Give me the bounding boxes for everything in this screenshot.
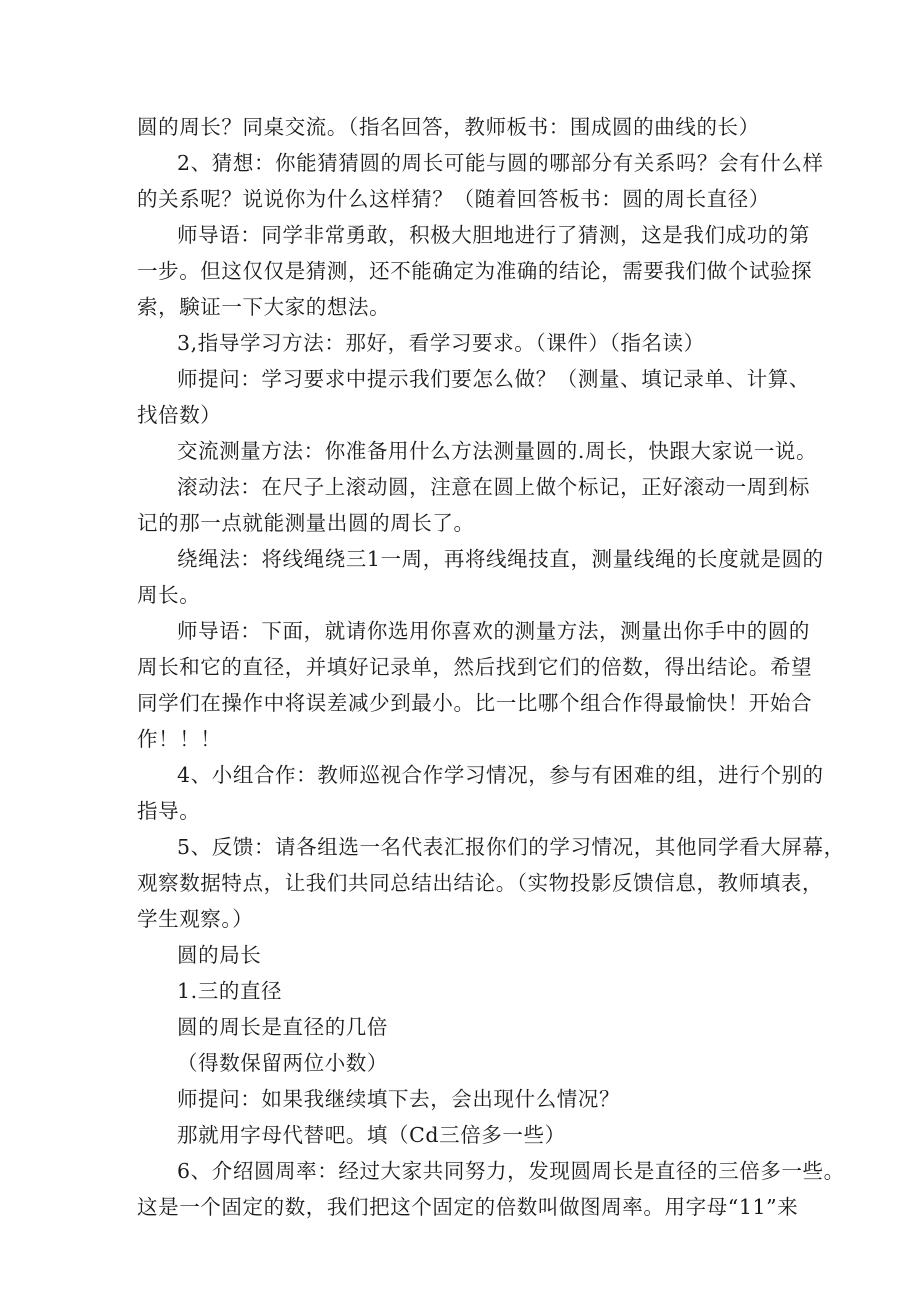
- text-line: 师提问：学习要求中提示我们要怎么做？（测量、填记录单、计算、: [177, 367, 810, 391]
- text-line: 6、介绍圆周率：经过大家共同努力，发现圆周长是直径的三倍多一些。: [177, 1159, 845, 1183]
- text-line: 索，験证一下大家的想法。: [137, 295, 391, 319]
- text-line: 学生观察。）: [137, 907, 254, 931]
- text-line: 1.三的直径: [177, 979, 283, 1003]
- text-line: 3,指导学习方法：那好，看学习要求。（课件）（指名读）: [177, 331, 705, 355]
- text-line: 师导语：下面，就请你选用你喜欢的测量方法，测量出你手中的圆的: [177, 619, 810, 643]
- text-line: 4、小组合作：教师巡视合作学习情况，参与有困难的组，进行个别的: [177, 763, 824, 787]
- text-line: 一步。但这仅仅是猜测，还不能确定为准确的结论，需要我们做个试验探: [137, 259, 813, 283]
- text-line: 观察数据特点，让我们共同总结出结论。（实物投影反馈信息，教师填表，: [137, 871, 824, 895]
- text-line: 绕绳法：将线绳绕三1一周，再将线绳技直，测量线绳的长度就是圆的: [177, 547, 824, 571]
- text-line: 指导。: [137, 799, 201, 823]
- text-line: 圆的周长？同桌交流。（指名回答，教师板书：围成圆的曲线的长）: [137, 115, 760, 139]
- text-line: 圆的局长: [177, 943, 262, 967]
- text-line: 这是一个固定的数，我们把这个固定的倍数叫做图周率。用字母“11”来: [137, 1195, 799, 1219]
- text-line: 5、反馈：请各组选一名代表汇报你们的学习情况，其他同学看大屏幕，: [177, 835, 845, 859]
- text-line: 找倍数）: [137, 403, 222, 427]
- text-line: 师导语：同学非常勇敢，积极大胆地进行了猜测，这是我们成功的第: [177, 223, 810, 247]
- text-line: 周长。: [137, 583, 201, 607]
- text-line: 圆的周长是直径的几倍: [177, 1015, 388, 1039]
- text-line: 记的那一点就能测量出圆的周长了。: [137, 511, 475, 535]
- text-line: 2、猜想：你能猜猜圆的周长可能与圆的哪部分有关系吗？会有什么样: [177, 151, 824, 175]
- text-line: 师提问：如果我继续填下去，会出现什么情况？: [177, 1087, 621, 1111]
- text-line: 滚动法：在尺子上滚动圆，注意在圆上做个标记，正好滚动一周到标: [177, 475, 810, 499]
- text-line: 同学们在操作中将误差减少到最小。比一比哪个组合作得最愉快！开始合: [137, 691, 813, 715]
- text-line: 作！！！: [137, 727, 222, 751]
- text-line: 交流测量方法：你准备用什么方法测量圆的.周长，快跟大家说一说。: [177, 439, 818, 463]
- text-line: 那就用字母代替吧。填（Cd三倍多一些）: [177, 1123, 566, 1147]
- text-line: 的关系呢？说说你为什么这样猜？（随着回答板书：圆的周长直径）: [137, 187, 770, 211]
- text-line: 周长和它的直径，并填好记录单，然后找到它们的倍数，得出结论。希望: [137, 655, 813, 679]
- text-line: （得数保留两位小数）: [177, 1051, 388, 1075]
